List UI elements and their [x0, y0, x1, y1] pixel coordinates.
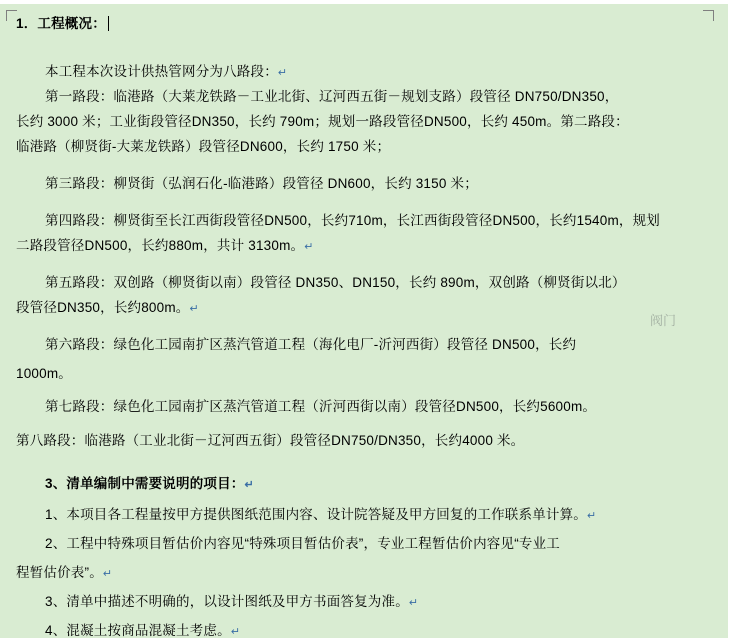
- document-body: [0, 4, 728, 638]
- paragraph-text: 第一路段：临港路（大莱龙铁路－工业北街、辽河西五街－规划支路）段管径 DN750/DN350，: [45, 89, 619, 104]
- list-item-text: 4、混凝土按商品混凝土考虑。: [45, 623, 231, 638]
- paragraph-7: [16, 234, 314, 254]
- pilcrow-icon: ↵: [102, 568, 113, 580]
- paragraph-9: [16, 296, 199, 316]
- section-heading-text: 1．工程概况：: [16, 16, 106, 31]
- pilcrow-icon: ↵: [244, 479, 254, 491]
- paragraph-12: [45, 395, 596, 415]
- paragraph-13: [16, 429, 524, 449]
- paragraph-10: [45, 333, 576, 353]
- paragraph-8: [45, 271, 626, 291]
- pilcrow-icon: ↵: [304, 241, 314, 253]
- paragraph-text: 第七路段：绿色化工园南扩区蒸汽管道工程（沂河西街以南）段管径DN500，长约5600m。: [45, 399, 597, 414]
- text-caret: [108, 16, 109, 31]
- list-item-1: [45, 503, 596, 523]
- paragraph-2: [45, 85, 618, 105]
- paragraph-text: 第四路段：柳贤街至长江西街段管径DN500，长约710m，长江西街段管径DN500，长约1540m，规划: [45, 213, 660, 228]
- list-item-3: [45, 590, 418, 610]
- margin-mark-top-right: [703, 10, 714, 21]
- list-item-text: 2、工程中特殊项目暂估价内容见“特殊项目暂估价表”，专业工程暂估价内容见“专业工: [45, 536, 560, 551]
- paragraph-11: [16, 362, 72, 382]
- pilcrow-icon: ↵: [408, 597, 419, 609]
- paragraph-text: 第五路段：双创路（柳贤街以南）段管径 DN350、DN150，长约 890m，双创路（柳贤街以北）: [45, 275, 626, 290]
- paragraph-text: 第三路段：柳贤街（弘润石化-临港路）段管径 DN600，长约 3150 米；: [45, 176, 478, 191]
- pilcrow-icon: ↵: [189, 303, 199, 315]
- paragraph-6: [45, 209, 660, 229]
- page-right-margin: [728, 0, 735, 638]
- paragraph-text: 段管径DN350，长约800m。: [16, 300, 190, 315]
- paragraph-text: 临港路（柳贤街-大莱龙铁路）段管径DN600，长约 1750 米；: [16, 139, 391, 154]
- paragraph-1: [45, 60, 287, 80]
- pilcrow-icon: ↵: [587, 510, 597, 522]
- paragraph-text: 本工程本次设计供热管网分为八路段：: [45, 64, 278, 79]
- pilcrow-icon: ↵: [277, 67, 288, 79]
- paragraph-text: 长约 3000 米；工业街段管径DN350，长约 790m；规划一路段管径DN500，长约 450m。第二路段：: [16, 114, 629, 129]
- paragraph-text: 第六路段：绿色化工园南扩区蒸汽管道工程（海化电厂-沂河西街）段管径 DN500，长约: [45, 337, 577, 352]
- list-item-text: 1、本项目各工程量按甲方提供图纸范围内容、设计院答疑及甲方回复的工作联系单计算。: [45, 507, 588, 522]
- list-item-2-continued: [16, 561, 112, 581]
- paragraph-text: 1000m。: [16, 366, 72, 381]
- list-item-2: [45, 532, 560, 552]
- paragraph-text: 二路段管径DN500，长约880m，共计 3130m。: [16, 238, 305, 253]
- paragraph-text: 第八路段：临港路（工业北街－辽河西五街）段管径DN750/DN350，长约4000 米。: [16, 433, 525, 448]
- subsection-heading-text: 3、清单编制中需要说明的项目：: [45, 476, 245, 491]
- section-heading: [16, 12, 109, 32]
- pilcrow-icon: ↵: [230, 626, 241, 638]
- paragraph-3: [16, 110, 629, 130]
- list-item-4: [45, 619, 240, 638]
- list-item-text: 程暂估价表”。: [16, 565, 103, 580]
- paragraph-4: [16, 135, 390, 155]
- paragraph-5: [45, 172, 478, 192]
- watermark-text: 阀门: [650, 313, 677, 328]
- subsection-heading: [45, 472, 254, 492]
- list-item-text: 3、清单中描述不明确的，以设计图纸及甲方书面答复为准。: [45, 594, 409, 609]
